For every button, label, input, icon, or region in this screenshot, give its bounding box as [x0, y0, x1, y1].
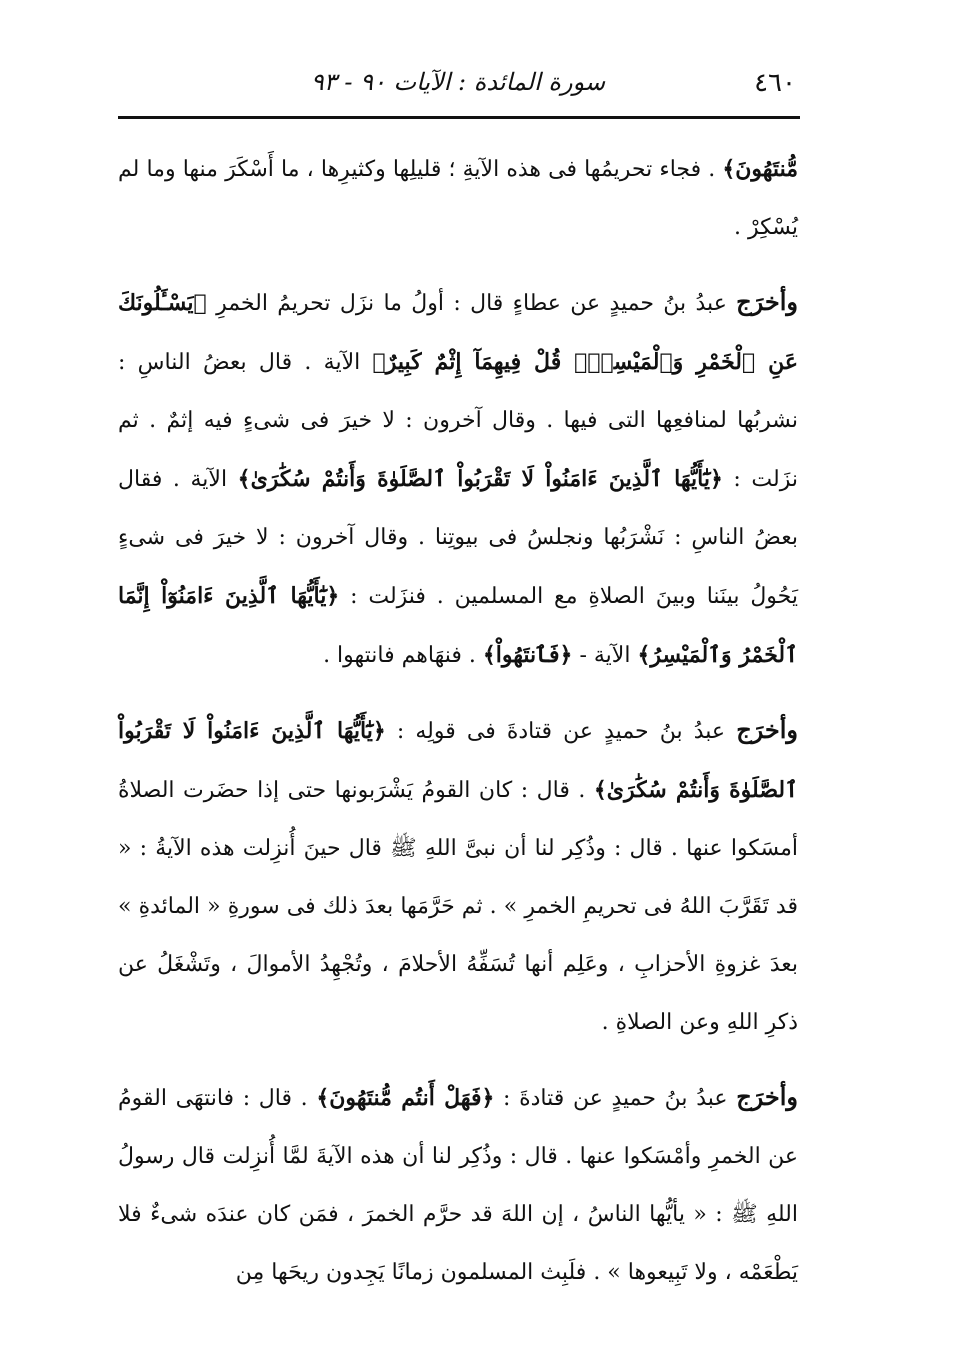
lead-word: وأخرَج [736, 287, 798, 316]
page-header [120, 62, 796, 110]
quran-quote: ﴿يَٰٓأَيُّهَا ٱلَّذِينَ ءَامَنُوٓاْ إِنَّمَا ٱلْخَمْرُ وَٱلْمَيْسِرُ﴾ [118, 583, 798, 668]
running-title: سورة المائدة : الآيات ٩٠ - ٩٣ [310, 68, 606, 96]
quran-quote: ﴿يَٰٓأَيُّهَا ٱلَّذِينَ ءَامَنُواْ لَا تَقْرَبُواْ ٱلصَّلَوٰةَ وَأَنتُمْ سُكَٰرَىٰ﴾ [118, 718, 799, 803]
text-segment: الآية . فقال بعضُ الناسِ : نَشْرَبُها ونجلسُ فى بيوتِنا . وقال آخرون : لا خيرَ فى شىءٍ يَحُولُ بينَنا وبينَ الصلاةِ مع المسلمين . فنزَلت : [118, 467, 798, 609]
quran-quote: ﴿فَهَلْ أَنتُم مُّنتَهُونَ﴾ [316, 1085, 495, 1111]
text-segment: عبدُ بنُ حميدٍ عن قتادةَ فى قولِه : [385, 719, 737, 744]
text-segment: عبدُ بنُ حميدٍ عن قتادةَ : [494, 1086, 737, 1111]
quran-quote: ﴿يَسْـَٔلُونَكَ عَنِ ٱلْخَمْرِ وَٱلْمَيْسِرِۖ قُلْ فِيهِمَآ إِثْمٌ كَبِيرٌ﴾ [118, 290, 798, 375]
header-rule [118, 116, 800, 119]
body-text [118, 140, 798, 1318]
page-number: ٤٦٠ [754, 68, 796, 98]
quran-quote: ﴿فَٱنتَهُواْ﴾ [482, 642, 573, 668]
text-segment: . قال : فانتهَى القومُ عن الخمرِ وأمْسَكوا عنها . قال : وذُكِر لنا أن هذه الآيةَ لمَّا أُنزِلت قال رسولُ اللهِ ﷺ : « يأيُّها الناسُ ، إن اللهَ قد حرَّم الخمرَ ، فمَن كان عندَه شىءٌ فلا يَطْعَمْه ، ولا تَبِيعوها » . فلَبِث المسلمون زمانًا يَجِدون ريحَها مِن [118, 1086, 798, 1285]
text-segment: الآية . قال بعضُ الناسِ : نشربُها لمنافعِها التى فيها . وقال آخرون : لا خيرَ فى شىءٍ فيه إثمٌ . ثم نزَلت : [118, 350, 798, 492]
text-segment: . فجاء تحريمُها فى هذه الآيةِ ؛ قليلِها وكثيرِها ، ما أَسْكَرَ منها وما لم يُسْكِرْ . [118, 157, 798, 240]
paragraph [118, 701, 798, 1052]
lead-word: وأخرَج [736, 715, 799, 744]
paragraph [118, 273, 798, 685]
text-segment: عبدُ بنُ حميدٍ عن عطاءٍ قال : أولُ ما نزَل تحريمُ الخمرِ [206, 291, 737, 316]
paragraph [118, 140, 798, 257]
text-segment: . قال : كان القومُ يَشْرَبونها حتى إذا حضَرت الصلاةُ أمسَكوا عنها . قال : وذُكِر لنا أن نبىَّ اللهِ ﷺ قال حينَ أُنزِلت هذه الآيةُ : « قد تَقَرَّبَ اللهُ فى تحريمِ الخمرِ » . ثم حَرَّمَها بعدَ ذلك فى سورةِ « المائدةِ » بعدَ غزوةِ الأحزابِ ، وعَلِم أنها تُسَفِّهُ الأحلامَ ، وتُجْهِدُ الأموالَ ، وتَشْغَلُ عن ذكرِ اللهِ وعن الصلاةِ . [118, 778, 798, 1035]
quran-quote: مُّنتَهُونَ﴾ [722, 156, 798, 182]
quran-quote: ﴿يَٰٓأَيُّهَا ٱلَّذِينَ ءَامَنُواْ لَا تَقْرَبُواْ ٱلصَّلَوٰةَ وَأَنتُمْ سُكَٰرَىٰ﴾ [237, 466, 723, 492]
paragraph [118, 1068, 798, 1302]
lead-word: وأخرَج [736, 1082, 799, 1111]
text-segment: . فنهَاهم فانتهوا . [323, 643, 483, 668]
text-segment: الآية - [572, 643, 638, 668]
